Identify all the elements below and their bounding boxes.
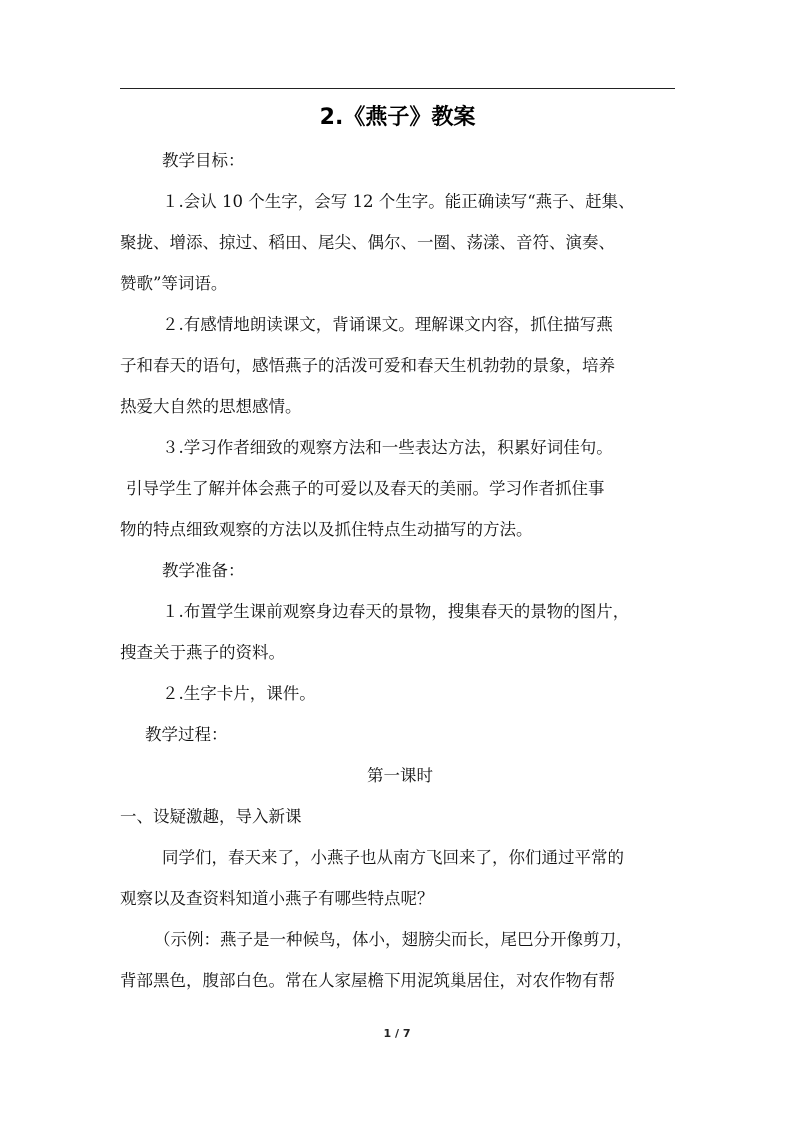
goal-1-line-3: 赞歌”等词语。 — [120, 274, 228, 293]
process-heading: 教学过程： — [145, 725, 228, 744]
section-1-heading: 一、设疑激趣，导入新课 — [120, 807, 302, 826]
prep-1-paragraph — [120, 591, 680, 673]
prep-heading: 教学准备： — [162, 561, 245, 580]
prep-1-line-2: 搜查关于燕子的资料。 — [120, 643, 285, 662]
goal-1-line-1: １.会认 10 个生字，会写 12 个生字。能正确读写“燕子、赶集、 — [162, 192, 635, 211]
goal-2-line-1: ２.有感情地朗读课文，背诵课文。理解课文内容，抓住描写燕 — [162, 315, 613, 334]
guide-line-2: 物的特点细致观察的方法以及抓住特点生动描写的方法。 — [120, 520, 533, 539]
intro-line-2: 观察以及查资料知道小燕子有哪些特点呢？ — [120, 889, 434, 908]
goal-3-paragraph: ３.学习作者细致的观察方法和一些表达方法，积累好词佳句。 — [162, 438, 613, 457]
intro-paragraph — [120, 837, 680, 919]
example-line-1: （示例：燕子是一种候鸟，体小，翅膀尖而长，尾巴分开像剪刀， — [154, 930, 633, 949]
document-body — [120, 140, 680, 1001]
header-rule — [120, 88, 675, 89]
intro-line-1: 同学们，春天来了，小燕子也从南方飞回来了，你们通过平常的 — [162, 848, 624, 867]
guide-line-1: 引导学生了解并体会燕子的可爱以及春天的美丽。学习作者抓住事 — [126, 479, 605, 498]
lesson-title: 第一课时 — [367, 766, 433, 785]
goals-heading: 教学目标： — [162, 151, 245, 170]
goal-1-paragraph — [120, 181, 680, 304]
document-title: 2.《燕子》教案 — [319, 105, 476, 130]
prep-2-paragraph: ２.生字卡片，课件。 — [162, 684, 316, 703]
goal-2-line-2: 子和春天的语句，感悟燕子的活泼可爱和春天生机勃勃的景象，培养 — [120, 356, 615, 375]
goal-2-line-3: 热爱大自然的思想感情。 — [120, 397, 302, 416]
example-line-2: 背部黑色，腹部白色。常在人家屋檐下用泥筑巢居住，对农作物有帮 — [120, 971, 615, 990]
page-number: 1 / 7 — [383, 1027, 411, 1040]
prep-1-line-1: １.布置学生课前观察身边春天的景物，搜集春天的景物的图片， — [162, 602, 630, 621]
goal-1-line-2: 聚拢、增添、掠过、稻田、尾尖、偶尔、一圈、荡漾、音符、演奏、 — [120, 233, 615, 252]
guide-paragraph — [120, 468, 680, 550]
example-paragraph — [120, 919, 680, 1001]
goal-2-paragraph — [120, 304, 680, 427]
